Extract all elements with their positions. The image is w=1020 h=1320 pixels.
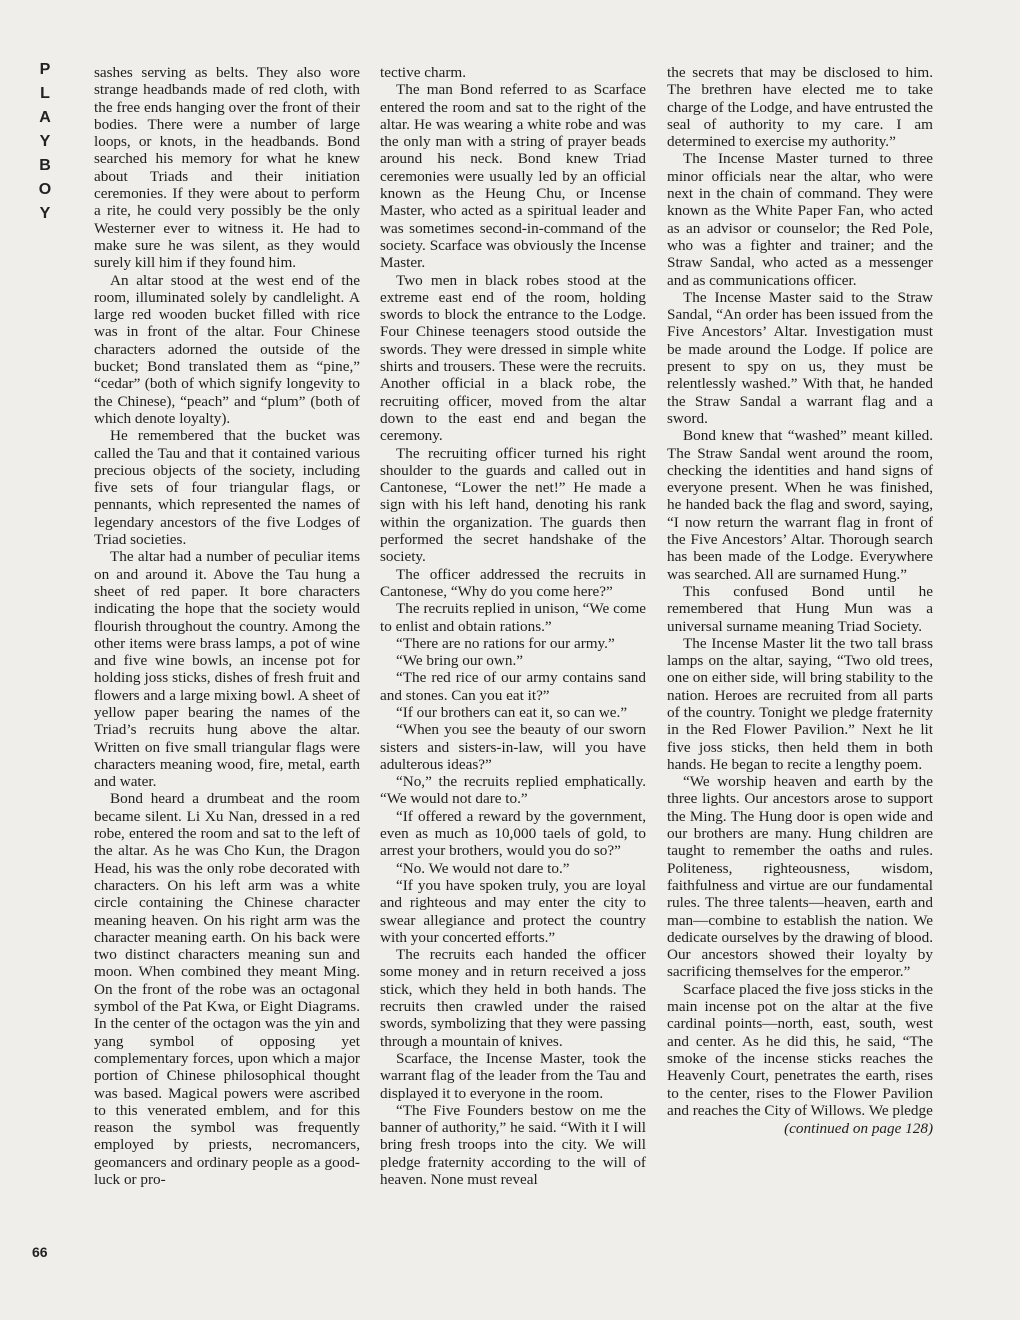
paragraph: “No. We would not dare to.” — [396, 859, 570, 877]
text-column-2 — [380, 64, 646, 1274]
masthead-letter: Y — [39, 133, 51, 150]
paragraph: He remembered that the bucket was called the Tau and that it contained various precious objects of the society, including five sets of four triangular flags, or pennants, which represented the names of legendary ancestors of the five Lodges of Triad societies. — [94, 427, 360, 549]
text-column-1 — [94, 64, 360, 1274]
paragraph: “There are no rations for our army.” — [396, 634, 615, 652]
paragraph: The officer addressed the recruits in Cantonese, “Why do you come here?” — [380, 565, 646, 600]
paragraph: “We worship heaven and earth by the three lights. Our ancestors arose to support the Ming. The Hung door is open wide and our brothers are many. Hung children are taught to remember the oaths and rules. Politeness, righteousness, wisdom, faithfulness and virtue are our fundamental rules. The three talents—heaven, earth and man—combine to establish the nation. We dedicate ourselves by the drawing of blood. Our ancestors showed their loyalty by sacrificing themselves for the emperor.” — [667, 773, 933, 981]
masthead-letter: A — [39, 109, 51, 126]
paragraph: “The Five Founders bestow on me the banner of authority,” he said. “With it I will bring fresh troops into the city. We will pledge fraternity according to the will of heaven. None must reveal — [380, 1101, 646, 1188]
masthead-letter: L — [40, 85, 50, 102]
masthead — [30, 58, 60, 226]
paragraph: Two men in black robes stood at the extreme east end of the room, holding swords to block the entrance to the Lodge. Four Chinese teenagers stood outside the swords. They were dressed in simple white shirts and trousers. These were the recruits. Another official in a black robe, the recruiting officer, moved from the altar down to the east end and began the ceremony. — [380, 271, 646, 445]
paragraph: Bond heard a drumbeat and the room became silent. Li Xu Nan, dressed in a red robe, entered the room and sat to the left of the altar. As he was Cho Kun, the Dragon Head, his was the only robe decorated with characters. On his left arm was a white circle containing the Chinese character meaning heaven. On his right arm was the character meaning earth. On his back were two distinct characters meaning sun and moon. When combined they meant Ming. On the front of the robe was an octagonal symbol of the Pat Kwa, or Eight Diagrams. In the center of the octagon was the yin and yang symbol of opposing yet complementary forces, upon which a major portion of Chinese philosophical thought was based. Magical powers were ascribed to this venerated emblem, and for this reason the symbol was frequently employed by priests, necromancers, geomancers and ordinary people as a good-luck or pro- — [94, 790, 360, 1188]
paragraph: Scarface, the Incense Master, took the warrant flag of the leader from the Tau and displayed it to everyone in the room. — [380, 1049, 646, 1102]
paragraph: “No,” the recruits replied emphatically. “We would not dare to.” — [380, 773, 646, 808]
continued-note: (continued on page 128) — [784, 1120, 933, 1138]
paragraph: This confused Bond until he remembered that Hung Mun was a universal surname meaning Triad Society. — [667, 582, 933, 635]
paragraph: The Incense Master turned to three minor officials near the altar, who were next in the chain of command. They were known as the White Paper Fan, who acted as an advisor or counselor; the Red Pole, who was a fighter and trainer; and the Straw Sandal, who acted as a messenger and as communications officer. — [667, 150, 933, 289]
masthead-letter: O — [38, 181, 52, 198]
paragraph: The Incense Master lit the two tall brass lamps on the altar, saying, “Two old trees, one on either side, will bring stability to the nation. Heroes are recruited from all parts of the country. Tonight we pledge fraternity in the Red Flower Pavilion.” Next he lit five joss sticks, then held them in both hands. He began to recite a lengthy poem. — [667, 634, 933, 773]
masthead-letter: B — [39, 157, 51, 174]
page-number: 66 — [32, 1244, 48, 1260]
text-column-3 — [667, 64, 933, 1274]
paragraph: Scarface placed the five joss sticks in the main incense pot on the altar at the five cardinal points—north, east, south, west and center. As he did this, he said, “The smoke of the incense sticks reaches the Heavenly Court, penetrates the earth, rises to the center, rises to the Flower Pavilion and reaches the City of Willows. We pledge — [667, 980, 933, 1119]
paragraph: Bond knew that “washed” meant killed. The Straw Sandal went around the room, checking the identities and hand signs of everyone present. When he was finished, he handed back the flag and sword, saying, “I now return the warrant flag in front of the Five Ancestors’ Altar. Thorough search has been made of the Lodge. Everywhere was searched. All are surnamed Hung.” — [667, 427, 933, 583]
paragraph: The altar had a number of peculiar items on and around it. Above the Tau hung a sheet of red paper. It bore characters indicating the hope that the society would flourish throughout the country. Among the other items were brass lamps, a pot of wine and five wine bowls, an incense pot for holding joss sticks, dishes of fresh fruit and flowers and a large mixing bowl. A sheet of yellow paper bearing the names of the Triad’s recruits hung above the altar. Written on five small triangular flags were characters meaning wood, fire, metal, earth and water. — [94, 548, 360, 791]
paragraph: “If our brothers can eat it, so can we.” — [396, 703, 628, 721]
paragraph: “If you have spoken truly, you are loyal and righteous and may enter the city to swear allegiance and protect the country with your concerted efforts.” — [380, 876, 646, 946]
paragraph: tective charm. — [380, 64, 467, 81]
paragraph: “The red rice of our army contains sand and stones. Can you eat it?” — [380, 669, 646, 704]
paragraph: “When you see the beauty of our sworn sisters and sisters-in-law, will you have adulterous ideas?” — [380, 721, 646, 773]
paragraph: The recruiting officer turned his right shoulder to the guards and called out in Cantonese, “Lower the net!” He made a sign with his left hand, denoting his rank within the organization. The guards then performed the secret handshake of the society. — [380, 444, 646, 566]
masthead-letter: Y — [39, 205, 51, 222]
masthead-letter: P — [39, 61, 51, 78]
paragraph: An altar stood at the west end of the room, illuminated solely by candlelight. A large red wooden bucket filled with rice was in front of the altar. Four Chinese characters adorned the outside of the bucket; Bond translated them as “pine,” “cedar” (both of which signify longevity to the Chinese), “peach” and “plum” (both of which denote loyalty). — [94, 271, 360, 427]
paragraph: The Incense Master said to the Straw Sandal, “An order has been issued from the Five Ancestors’ Altar. Investigation must be made around the Lodge. If police are present to spy on us, they must be relentlessly washed.” With that, he handed the Straw Sandal a warrant flag and a sword. — [667, 288, 933, 427]
paragraph: “We bring our own.” — [396, 652, 523, 670]
paragraph: The recruits each handed the officer some money and in return received a joss stick, which they held in both hands. The recruits then crawled under the raised swords, symbolizing that they were passing through a mountain of knives. — [380, 946, 646, 1050]
paragraph: The recruits replied in unison, “We come to enlist and obtain rations.” — [380, 600, 646, 635]
paragraph: the secrets that may be disclosed to him. The brethren have elected me to take charge of the Lodge, and have entrusted the seal of authority to my care. I am determined to exercise my authority.” — [667, 64, 933, 151]
paragraph: “If offered a reward by the government, even as much as 10,000 taels of gold, to arrest your brothers, would you do so?” — [380, 807, 646, 860]
paragraph: sashes serving as belts. They also wore strange headbands made of red cloth, with the free ends hanging over the front of their bodies. There were a number of large loops, or knots, in the headbands. Bond searched his memory for what he knew about Triads and their initiation ceremonies. If they were about to perform a rite, he could very possibly be the only Westerner ever to witness it. He had to make sure he was silent, as they would surely kill him if they found him. — [94, 64, 360, 272]
paragraph: The man Bond referred to as Scarface entered the room and sat to the right of the altar. He was wearing a white robe and was the only man with a string of prayer beads around his neck. Bond knew Triad ceremonies were usually led by an official known as the Heung Chu, or Incense Master, who acted as a spiritual leader and was sometimes second-in-command of the society. Scarface was obviously the Incense Master. — [380, 81, 646, 272]
